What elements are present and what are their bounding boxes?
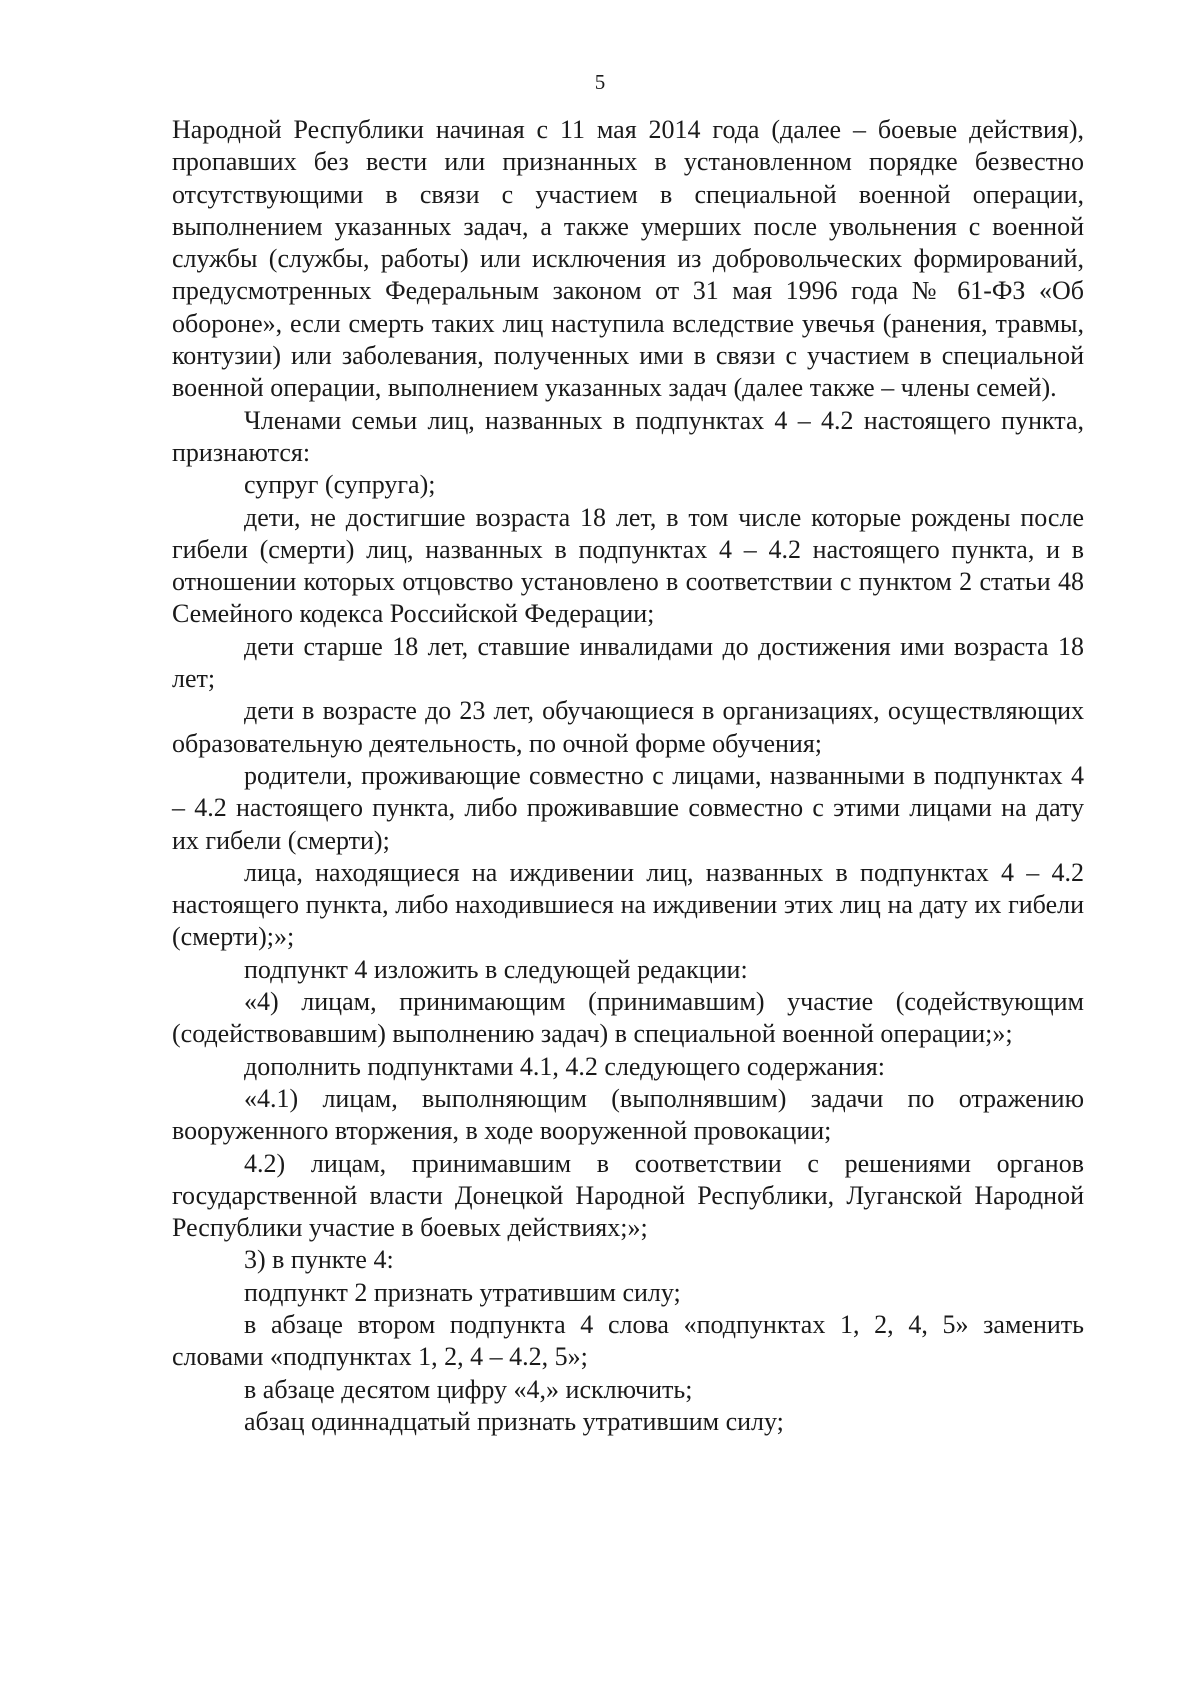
paragraph-continuation: Народной Республики начиная с 11 мая 2014 года (далее – боевые действия), пропавших без вести или признанных в установленном порядке безвестно отсутствующими в связи с участием в специальной военной операции, выполнением указанных задач, а также умерших после увольнения с военной службы (службы, работы) или исключения из добровольческих формирований, предусмотренных Федеральным законом от 31 мая 1996 года № 61-ФЗ «Об обороне», если смерть таких лиц наступила вследствие увечья (ранения, травмы, контузии) или заболевания, полученных ими в связи с участием в специальной военной операции, выполнением указанных задач (далее также – члены семей). [172,115,1084,403]
paragraph-replace-words: в абзаце втором подпункта 4 слова «подпунктах 1, 2, 4, 5» заменить словами «подпунктах 1, 2, 4 – 4.2, 5»; [172,1309,1084,1372]
paragraph-subpoint-4-text: «4) лицам, принимающим (принимавшим) участие (содействующим (содействовавшим) выполнению задач) в специальной военной операции;»; [172,987,1084,1049]
paragraph-children-disabled: дети старше 18 лет, ставшие инвалидами до достижения ими возраста 18 лет; [172,631,1084,694]
paragraph-subpoint-4-2: 4.2) лицам, принимавшим в соответствии с решениями органов государственной власти Донецкой Народной Республики, Луганской Народной Республики участие в боевых действиях;»; [172,1148,1084,1243]
paragraph-exclude-digit: в абзаце десятом цифру «4,» исключить; [244,1374,693,1404]
paragraph-children-students: дети в возрасте до 23 лет, обучающиеся в организациях, осуществляющих образовательную деятельность, по очной форме обучения; [172,696,1084,758]
document-body [172,114,1084,1438]
paragraph-dependents: лица, находящиеся на иждивении лиц, названных в подпунктах 4 – 4.2 настоящего пункта, либо находившиеся на иждивении этих лиц на дату их гибели (смерти);»; [172,857,1084,952]
paragraph-subpoint-2-void: подпункт 2 признать утратившим силу; [244,1277,681,1307]
paragraph-point-3-heading: 3) в пункте 4: [244,1245,394,1275]
paragraph-parents: родители, проживающие совместно с лицами, названными в подпунктах 4 – 4.2 настоящего пункта, либо проживавшие совместно с этими лицами на дату их гибели (смерти); [172,760,1084,855]
paragraph-add-subpoints-intro: дополнить подпунктами 4.1, 4.2 следующего содержания: [244,1051,885,1081]
paragraph-children-under-18: дети, не достигшие возраста 18 лет, в том числе которые рождены после гибели (смерти) лиц, названных в подпунктах 4 – 4.2 настоящего пункта, и в отношении которых отцовство установлено в соответствии с пунктом 2 статьи 48 Семейного кодекса Российской Федерации; [172,502,1084,629]
paragraph-subpoint-4-1: «4.1) лицам, выполняющим (выполнявшим) задачи по отражению вооруженного вторжения, в ходе вооруженной провокации; [172,1083,1084,1146]
paragraph-spouse: супруг (супруга); [244,470,436,500]
paragraph-eleventh-void: абзац одиннадцатый признать утратившим силу; [244,1406,784,1436]
paragraph-subpoint-4-intro: подпункт 4 изложить в следующей редакции: [244,954,748,984]
paragraph-family-members-definition: Членами семьи лиц, названных в подпунктах 4 – 4.2 настоящего пункта, признаются: [172,405,1084,467]
page-number: 5 [594,70,606,94]
